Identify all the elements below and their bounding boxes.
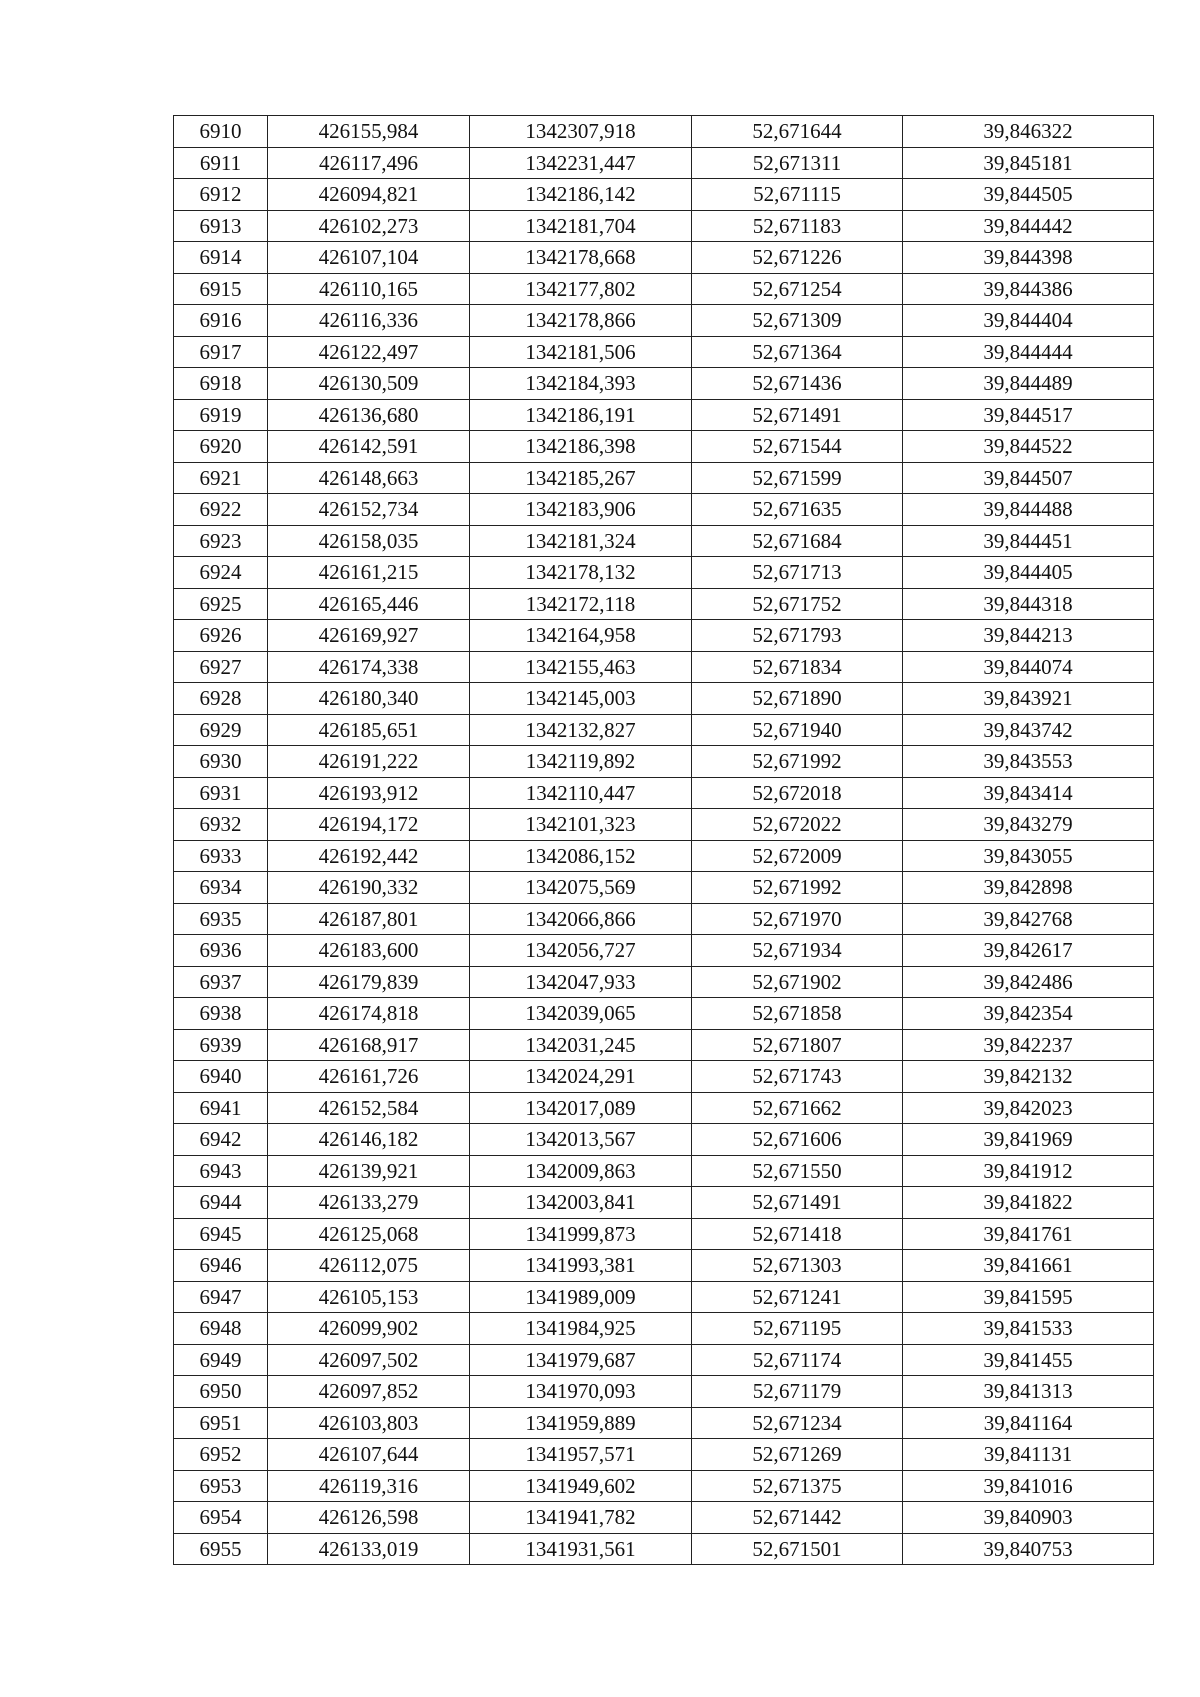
y-coordinate-cell: 1342101,323 [470,809,692,841]
latitude-cell: 52,671501 [692,1533,903,1565]
longitude-cell: 39,842486 [903,966,1154,998]
x-coordinate-cell: 426119,316 [268,1470,470,1502]
point-number-cell: 6931 [174,777,268,809]
point-number-cell: 6934 [174,872,268,904]
y-coordinate-cell: 1342119,892 [470,746,692,778]
latitude-cell: 52,671635 [692,494,903,526]
y-coordinate-cell: 1342181,704 [470,210,692,242]
point-number-cell: 6929 [174,714,268,746]
y-coordinate-cell: 1342047,933 [470,966,692,998]
longitude-cell: 39,845181 [903,147,1154,179]
table-row [174,998,1154,1030]
latitude-cell: 52,671418 [692,1218,903,1250]
point-number-cell: 6924 [174,557,268,589]
point-number-cell: 6930 [174,746,268,778]
latitude-cell: 52,671599 [692,462,903,494]
table-row [174,147,1154,179]
table-row [174,620,1154,652]
point-number-cell: 6912 [174,179,268,211]
longitude-cell: 39,844213 [903,620,1154,652]
latitude-cell: 52,671442 [692,1502,903,1534]
point-number-cell: 6953 [174,1470,268,1502]
x-coordinate-cell: 426168,917 [268,1029,470,1061]
table-row [174,557,1154,589]
table-row [174,1281,1154,1313]
latitude-cell: 52,671226 [692,242,903,274]
longitude-cell: 39,840753 [903,1533,1154,1565]
longitude-cell: 39,846322 [903,116,1154,148]
latitude-cell: 52,671858 [692,998,903,1030]
table-row [174,494,1154,526]
y-coordinate-cell: 1342178,668 [470,242,692,274]
latitude-cell: 52,671179 [692,1376,903,1408]
x-coordinate-cell: 426180,340 [268,683,470,715]
latitude-cell: 52,671436 [692,368,903,400]
point-number-cell: 6927 [174,651,268,683]
latitude-cell: 52,671544 [692,431,903,463]
x-coordinate-cell: 426133,279 [268,1187,470,1219]
x-coordinate-cell: 426161,215 [268,557,470,589]
x-coordinate-cell: 426122,497 [268,336,470,368]
y-coordinate-cell: 1342183,906 [470,494,692,526]
x-coordinate-cell: 426185,651 [268,714,470,746]
y-coordinate-cell: 1341949,602 [470,1470,692,1502]
longitude-cell: 39,841533 [903,1313,1154,1345]
longitude-cell: 39,843742 [903,714,1154,746]
table-row [174,1502,1154,1534]
x-coordinate-cell: 426126,598 [268,1502,470,1534]
longitude-cell: 39,842617 [903,935,1154,967]
latitude-cell: 52,671713 [692,557,903,589]
latitude-cell: 52,671743 [692,1061,903,1093]
table-row [174,1124,1154,1156]
table-row [174,1407,1154,1439]
longitude-cell: 39,844507 [903,462,1154,494]
y-coordinate-cell: 1341979,687 [470,1344,692,1376]
latitude-cell: 52,671992 [692,872,903,904]
point-number-cell: 6933 [174,840,268,872]
longitude-cell: 39,842237 [903,1029,1154,1061]
x-coordinate-cell: 426146,182 [268,1124,470,1156]
point-number-cell: 6940 [174,1061,268,1093]
table-row [174,872,1154,904]
latitude-cell: 52,671491 [692,1187,903,1219]
x-coordinate-cell: 426187,801 [268,903,470,935]
x-coordinate-cell: 426152,734 [268,494,470,526]
latitude-cell: 52,671195 [692,1313,903,1345]
table-row [174,273,1154,305]
y-coordinate-cell: 1342145,003 [470,683,692,715]
longitude-cell: 39,843921 [903,683,1154,715]
x-coordinate-cell: 426125,068 [268,1218,470,1250]
x-coordinate-cell: 426152,584 [268,1092,470,1124]
y-coordinate-cell: 1341989,009 [470,1281,692,1313]
latitude-cell: 52,672009 [692,840,903,872]
point-number-cell: 6916 [174,305,268,337]
latitude-cell: 52,672018 [692,777,903,809]
longitude-cell: 39,844386 [903,273,1154,305]
y-coordinate-cell: 1342181,324 [470,525,692,557]
table-row [174,336,1154,368]
point-number-cell: 6937 [174,966,268,998]
y-coordinate-cell: 1342132,827 [470,714,692,746]
table-row [174,399,1154,431]
table-row [174,462,1154,494]
table-row [174,1470,1154,1502]
x-coordinate-cell: 426192,442 [268,840,470,872]
longitude-cell: 39,843055 [903,840,1154,872]
latitude-cell: 52,671662 [692,1092,903,1124]
table-row [174,1313,1154,1345]
y-coordinate-cell: 1342186,398 [470,431,692,463]
x-coordinate-cell: 426097,852 [268,1376,470,1408]
longitude-cell: 39,841131 [903,1439,1154,1471]
point-number-cell: 6949 [174,1344,268,1376]
point-number-cell: 6939 [174,1029,268,1061]
table-row [174,305,1154,337]
table-row [174,746,1154,778]
longitude-cell: 39,844074 [903,651,1154,683]
longitude-cell: 39,841313 [903,1376,1154,1408]
point-number-cell: 6946 [174,1250,268,1282]
y-coordinate-cell: 1341970,093 [470,1376,692,1408]
point-number-cell: 6938 [174,998,268,1030]
table-row [174,903,1154,935]
y-coordinate-cell: 1342184,393 [470,368,692,400]
point-number-cell: 6954 [174,1502,268,1534]
y-coordinate-cell: 1342003,841 [470,1187,692,1219]
coordinates-table-body [174,116,1154,1565]
point-number-cell: 6918 [174,368,268,400]
table-row [174,1344,1154,1376]
x-coordinate-cell: 426133,019 [268,1533,470,1565]
point-number-cell: 6951 [174,1407,268,1439]
table-row [174,1376,1154,1408]
table-row [174,651,1154,683]
x-coordinate-cell: 426136,680 [268,399,470,431]
y-coordinate-cell: 1342178,866 [470,305,692,337]
y-coordinate-cell: 1341931,561 [470,1533,692,1565]
x-coordinate-cell: 426169,927 [268,620,470,652]
latitude-cell: 52,671311 [692,147,903,179]
y-coordinate-cell: 1342024,291 [470,1061,692,1093]
point-number-cell: 6926 [174,620,268,652]
latitude-cell: 52,671606 [692,1124,903,1156]
latitude-cell: 52,671992 [692,746,903,778]
point-number-cell: 6928 [174,683,268,715]
y-coordinate-cell: 1342307,918 [470,116,692,148]
longitude-cell: 39,841912 [903,1155,1154,1187]
x-coordinate-cell: 426107,644 [268,1439,470,1471]
y-coordinate-cell: 1342185,267 [470,462,692,494]
table-row [174,1218,1154,1250]
point-number-cell: 6932 [174,809,268,841]
point-number-cell: 6943 [174,1155,268,1187]
y-coordinate-cell: 1342066,866 [470,903,692,935]
point-number-cell: 6923 [174,525,268,557]
latitude-cell: 52,671890 [692,683,903,715]
y-coordinate-cell: 1342186,191 [470,399,692,431]
point-number-cell: 6913 [174,210,268,242]
longitude-cell: 39,843414 [903,777,1154,809]
longitude-cell: 39,841761 [903,1218,1154,1250]
table-row [174,1439,1154,1471]
y-coordinate-cell: 1342110,447 [470,777,692,809]
point-number-cell: 6955 [174,1533,268,1565]
latitude-cell: 52,671491 [692,399,903,431]
x-coordinate-cell: 426148,663 [268,462,470,494]
x-coordinate-cell: 426112,075 [268,1250,470,1282]
table-row [174,1155,1154,1187]
table-row [174,935,1154,967]
latitude-cell: 52,671241 [692,1281,903,1313]
x-coordinate-cell: 426130,509 [268,368,470,400]
y-coordinate-cell: 1341957,571 [470,1439,692,1471]
longitude-cell: 39,842898 [903,872,1154,904]
longitude-cell: 39,842768 [903,903,1154,935]
x-coordinate-cell: 426194,172 [268,809,470,841]
latitude-cell: 52,671970 [692,903,903,935]
point-number-cell: 6917 [174,336,268,368]
y-coordinate-cell: 1342017,089 [470,1092,692,1124]
x-coordinate-cell: 426097,502 [268,1344,470,1376]
longitude-cell: 39,844522 [903,431,1154,463]
y-coordinate-cell: 1341993,381 [470,1250,692,1282]
latitude-cell: 52,671115 [692,179,903,211]
x-coordinate-cell: 426142,591 [268,431,470,463]
table-row [174,431,1154,463]
y-coordinate-cell: 1342013,567 [470,1124,692,1156]
y-coordinate-cell: 1342172,118 [470,588,692,620]
longitude-cell: 39,841661 [903,1250,1154,1282]
point-number-cell: 6952 [174,1439,268,1471]
longitude-cell: 39,841016 [903,1470,1154,1502]
y-coordinate-cell: 1342075,569 [470,872,692,904]
x-coordinate-cell: 426110,165 [268,273,470,305]
latitude-cell: 52,671752 [692,588,903,620]
latitude-cell: 52,671940 [692,714,903,746]
x-coordinate-cell: 426155,984 [268,116,470,148]
longitude-cell: 39,844405 [903,557,1154,589]
table-row [174,1061,1154,1093]
table-row [174,683,1154,715]
point-number-cell: 6936 [174,935,268,967]
x-coordinate-cell: 426191,222 [268,746,470,778]
x-coordinate-cell: 426103,803 [268,1407,470,1439]
latitude-cell: 52,671684 [692,525,903,557]
point-number-cell: 6920 [174,431,268,463]
longitude-cell: 39,843279 [903,809,1154,841]
longitude-cell: 39,844505 [903,179,1154,211]
x-coordinate-cell: 426165,446 [268,588,470,620]
longitude-cell: 39,840903 [903,1502,1154,1534]
table-row [174,1250,1154,1282]
point-number-cell: 6945 [174,1218,268,1250]
table-row [174,840,1154,872]
x-coordinate-cell: 426174,818 [268,998,470,1030]
x-coordinate-cell: 426183,600 [268,935,470,967]
latitude-cell: 52,671234 [692,1407,903,1439]
point-number-cell: 6922 [174,494,268,526]
x-coordinate-cell: 426174,338 [268,651,470,683]
y-coordinate-cell: 1342009,863 [470,1155,692,1187]
y-coordinate-cell: 1342177,802 [470,273,692,305]
latitude-cell: 52,671303 [692,1250,903,1282]
point-number-cell: 6950 [174,1376,268,1408]
latitude-cell: 52,671793 [692,620,903,652]
longitude-cell: 39,844404 [903,305,1154,337]
x-coordinate-cell: 426099,902 [268,1313,470,1345]
y-coordinate-cell: 1341941,782 [470,1502,692,1534]
point-number-cell: 6942 [174,1124,268,1156]
table-row [174,368,1154,400]
table-row [174,116,1154,148]
y-coordinate-cell: 1342186,142 [470,179,692,211]
point-number-cell: 6948 [174,1313,268,1345]
latitude-cell: 52,671364 [692,336,903,368]
point-number-cell: 6915 [174,273,268,305]
y-coordinate-cell: 1342164,958 [470,620,692,652]
longitude-cell: 39,844442 [903,210,1154,242]
x-coordinate-cell: 426161,726 [268,1061,470,1093]
longitude-cell: 39,842354 [903,998,1154,1030]
x-coordinate-cell: 426179,839 [268,966,470,998]
latitude-cell: 52,671375 [692,1470,903,1502]
latitude-cell: 52,671174 [692,1344,903,1376]
table-row [174,809,1154,841]
x-coordinate-cell: 426105,153 [268,1281,470,1313]
latitude-cell: 52,671807 [692,1029,903,1061]
longitude-cell: 39,841164 [903,1407,1154,1439]
longitude-cell: 39,844517 [903,399,1154,431]
point-number-cell: 6911 [174,147,268,179]
y-coordinate-cell: 1342178,132 [470,557,692,589]
longitude-cell: 39,841455 [903,1344,1154,1376]
x-coordinate-cell: 426102,273 [268,210,470,242]
point-number-cell: 6925 [174,588,268,620]
latitude-cell: 52,671644 [692,116,903,148]
table-row [174,179,1154,211]
y-coordinate-cell: 1342056,727 [470,935,692,967]
longitude-cell: 39,842023 [903,1092,1154,1124]
y-coordinate-cell: 1342031,245 [470,1029,692,1061]
longitude-cell: 39,844451 [903,525,1154,557]
longitude-cell: 39,843553 [903,746,1154,778]
latitude-cell: 52,671934 [692,935,903,967]
point-number-cell: 6944 [174,1187,268,1219]
longitude-cell: 39,844318 [903,588,1154,620]
table-row [174,242,1154,274]
longitude-cell: 39,842132 [903,1061,1154,1093]
latitude-cell: 52,671902 [692,966,903,998]
longitude-cell: 39,844488 [903,494,1154,526]
x-coordinate-cell: 426190,332 [268,872,470,904]
latitude-cell: 52,671834 [692,651,903,683]
x-coordinate-cell: 426158,035 [268,525,470,557]
x-coordinate-cell: 426139,921 [268,1155,470,1187]
longitude-cell: 39,844444 [903,336,1154,368]
x-coordinate-cell: 426193,912 [268,777,470,809]
point-number-cell: 6941 [174,1092,268,1124]
y-coordinate-cell: 1342155,463 [470,651,692,683]
longitude-cell: 39,841822 [903,1187,1154,1219]
latitude-cell: 52,671269 [692,1439,903,1471]
x-coordinate-cell: 426107,104 [268,242,470,274]
point-number-cell: 6935 [174,903,268,935]
table-row [174,1533,1154,1565]
longitude-cell: 39,841595 [903,1281,1154,1313]
table-row [174,966,1154,998]
y-coordinate-cell: 1342231,447 [470,147,692,179]
point-number-cell: 6910 [174,116,268,148]
latitude-cell: 52,671254 [692,273,903,305]
point-number-cell: 6914 [174,242,268,274]
latitude-cell: 52,671550 [692,1155,903,1187]
table-row [174,525,1154,557]
y-coordinate-cell: 1341984,925 [470,1313,692,1345]
longitude-cell: 39,841969 [903,1124,1154,1156]
table-row [174,1187,1154,1219]
y-coordinate-cell: 1342181,506 [470,336,692,368]
table-row [174,210,1154,242]
table-row [174,1092,1154,1124]
latitude-cell: 52,671309 [692,305,903,337]
x-coordinate-cell: 426117,496 [268,147,470,179]
longitude-cell: 39,844489 [903,368,1154,400]
table-row [174,777,1154,809]
table-row [174,1029,1154,1061]
x-coordinate-cell: 426116,336 [268,305,470,337]
y-coordinate-cell: 1342039,065 [470,998,692,1030]
coordinates-table [173,115,1154,1565]
point-number-cell: 6921 [174,462,268,494]
y-coordinate-cell: 1342086,152 [470,840,692,872]
longitude-cell: 39,844398 [903,242,1154,274]
y-coordinate-cell: 1341959,889 [470,1407,692,1439]
latitude-cell: 52,671183 [692,210,903,242]
latitude-cell: 52,672022 [692,809,903,841]
y-coordinate-cell: 1341999,873 [470,1218,692,1250]
table-row [174,714,1154,746]
point-number-cell: 6919 [174,399,268,431]
table-row [174,588,1154,620]
point-number-cell: 6947 [174,1281,268,1313]
x-coordinate-cell: 426094,821 [268,179,470,211]
